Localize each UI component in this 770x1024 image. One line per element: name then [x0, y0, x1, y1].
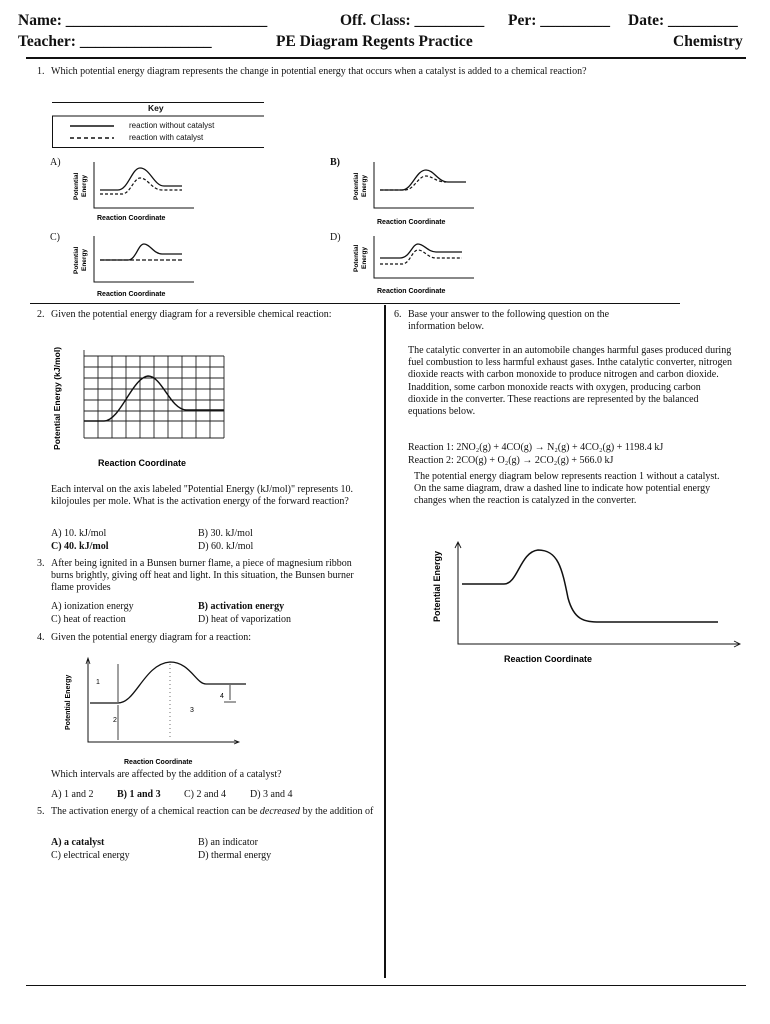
curve-dashed: [380, 176, 446, 190]
q6-reaction-2: Reaction 2: 2CO(g) + O₂(g) → 2CO₂(g) + 566.0 kJ: [408, 455, 614, 466]
q6-diagram[interactable]: [428, 538, 744, 668]
q1-key: [52, 102, 264, 148]
q3-option-c[interactable]: C) heat of reaction: [51, 614, 126, 625]
curve-solid: [100, 244, 182, 260]
ylabel-line1: Potential: [73, 172, 80, 200]
q5-option-a[interactable]: A) a catalyst: [51, 837, 105, 848]
key-dashed-label: reaction with catalyst: [129, 133, 204, 142]
q4-option-c[interactable]: C) 2 and 4: [184, 789, 226, 800]
interval-label-4: 4: [220, 693, 224, 700]
q3-number: 3.: [37, 558, 45, 569]
q6-passage: The catalytic converter in an automobile changes harmful gases produced during fuel combustion to less harmful exhaust gases. Inthe catalytic converter, nitrogen dioxide reacts with carbon monoxide to produce nitrogen and carbon dioxide. Inaddition, some carbon monoxide reacts with oxygen, producing carbon dioxide in the converter. These reactions are represented by the balanced equations below.: [408, 345, 732, 418]
off-class-label: Off. Class: _________: [340, 12, 485, 29]
interval-label-3: 3: [190, 707, 194, 714]
xlabel: Reaction Coordinate: [377, 288, 446, 295]
q4-option-b[interactable]: B) 1 and 3: [117, 789, 161, 800]
ylabel-line2: Energy: [361, 174, 368, 197]
q4-xlabel: Reaction Coordinate: [124, 759, 193, 766]
footer-divider: [26, 985, 746, 986]
q2-option-c[interactable]: C) 40. kJ/mol: [51, 541, 109, 552]
curve-solid: [380, 170, 466, 190]
q3-option-d[interactable]: D) heat of vaporization: [198, 614, 292, 625]
q1-diagram-c: [70, 234, 200, 300]
q2-option-a[interactable]: A) 10. kJ/mol: [51, 528, 107, 539]
q3-option-a[interactable]: A) ionization energy: [51, 601, 134, 612]
q1-diagram-b: [350, 160, 480, 226]
q2-text: Given the potential energy diagram for a reversible chemical reaction:: [51, 309, 332, 320]
q4-text: Given the potential energy diagram for a reaction:: [51, 632, 252, 643]
subject-label: Chemistry: [673, 33, 743, 50]
xlabel: Reaction Coordinate: [97, 215, 166, 222]
date-label: Date: _________: [628, 12, 738, 29]
key-solid-label: reaction without catalyst: [129, 121, 215, 130]
column-divider: [384, 305, 386, 978]
xlabel: Reaction Coordinate: [377, 219, 446, 226]
q2-ylabel: Potential Energy (kJ/mol): [52, 346, 62, 450]
ylabel-line2: Energy: [361, 246, 368, 269]
ylabel-line1: Potential: [73, 246, 80, 274]
ylabel-line1: Potential: [353, 172, 360, 200]
q1-diagram-d: [350, 234, 480, 298]
q5-text: The activation energy of a chemical reaction can be decreased by the addition of: [51, 806, 374, 817]
q1-number: 1.: [37, 66, 45, 77]
q4-diagram: [58, 652, 258, 768]
q2-option-d[interactable]: D) 60. kJ/mol: [198, 541, 254, 552]
q1-choice-d-label: D): [330, 232, 341, 243]
q6-ylabel: Potential Energy: [432, 550, 442, 622]
name-label: Name: __________________________: [18, 12, 268, 29]
q2-xlabel: Reaction Coordinate: [98, 458, 187, 468]
q1-choice-b-label: B): [330, 157, 340, 168]
q5-option-c[interactable]: C) electrical energy: [51, 850, 130, 861]
q6-reaction-1: Reaction 1: 2NO₂(g) + 4CO(g) → N₂(g) + 4CO₂(g) + 1198.4 kJ: [408, 442, 664, 453]
pe-curve: [462, 550, 718, 622]
q5-emphasis: decreased: [259, 806, 301, 817]
header-divider: [26, 57, 746, 59]
q1-divider: [30, 303, 680, 304]
q6-text: Base your answer to the following question on the information below.: [408, 309, 610, 333]
q2-question: Each interval on the axis labeled "Potential Energy (kJ/mol)" represents 10. kilojoules per mole. What is the activation energy of the forward reaction?: [51, 484, 354, 508]
page-title: PE Diagram Regents Practice: [276, 33, 473, 50]
q4-question: Which intervals are affected by the addition of a catalyst?: [51, 769, 282, 780]
q1-choice-c-label: C): [50, 232, 60, 243]
q6-prompt: The potential energy diagram below represents reaction 1 without a catalyst. On the same diagram, draw a dashed line to indicate how potential energy changes when the reaction is catalyzed in the converter.: [414, 471, 720, 507]
teacher-label: Teacher: _________________: [18, 33, 212, 50]
q3-text: After being ignited in a Bunsen burner flame, a piece of magnesium ribbon burns brightly, giving off heat and light. In this situation, the Bunsen burner flame provides: [51, 558, 354, 594]
q1-diagram-a: [70, 160, 200, 226]
q5-number: 5.: [37, 806, 45, 817]
period-label: Per: _________: [508, 12, 611, 29]
interval-label-2: 2: [113, 717, 117, 724]
q1-choice-a-label: A): [50, 157, 61, 168]
key-title: Key: [148, 103, 164, 113]
q5-option-b[interactable]: B) an indicator: [198, 837, 258, 848]
q6-xlabel: Reaction Coordinate: [504, 654, 593, 664]
q4-number: 4.: [37, 632, 45, 643]
q6-number: 6.: [394, 309, 402, 320]
q2-number: 2.: [37, 309, 45, 320]
q4-option-a[interactable]: A) 1 and 2: [51, 789, 94, 800]
q4-option-d[interactable]: D) 3 and 4: [250, 789, 293, 800]
q3-option-b[interactable]: B) activation energy: [198, 601, 285, 612]
ylabel-line2: Energy: [81, 174, 88, 197]
q5-option-d[interactable]: D) thermal energy: [198, 850, 272, 861]
ylabel-line1: Potential: [353, 244, 360, 272]
q1-text: Which potential energy diagram represents the change in potential energy that occurs when a catalyst is added to a chemical reaction?: [51, 66, 587, 77]
xlabel: Reaction Coordinate: [97, 291, 166, 298]
q2-diagram: [48, 340, 248, 472]
ylabel-line2: Energy: [81, 248, 88, 271]
interval-label-1: 1: [96, 679, 100, 686]
curve-solid: [100, 168, 182, 190]
q4-ylabel: Potential Energy: [65, 674, 72, 730]
q2-option-b[interactable]: B) 30. kJ/mol: [198, 528, 253, 539]
